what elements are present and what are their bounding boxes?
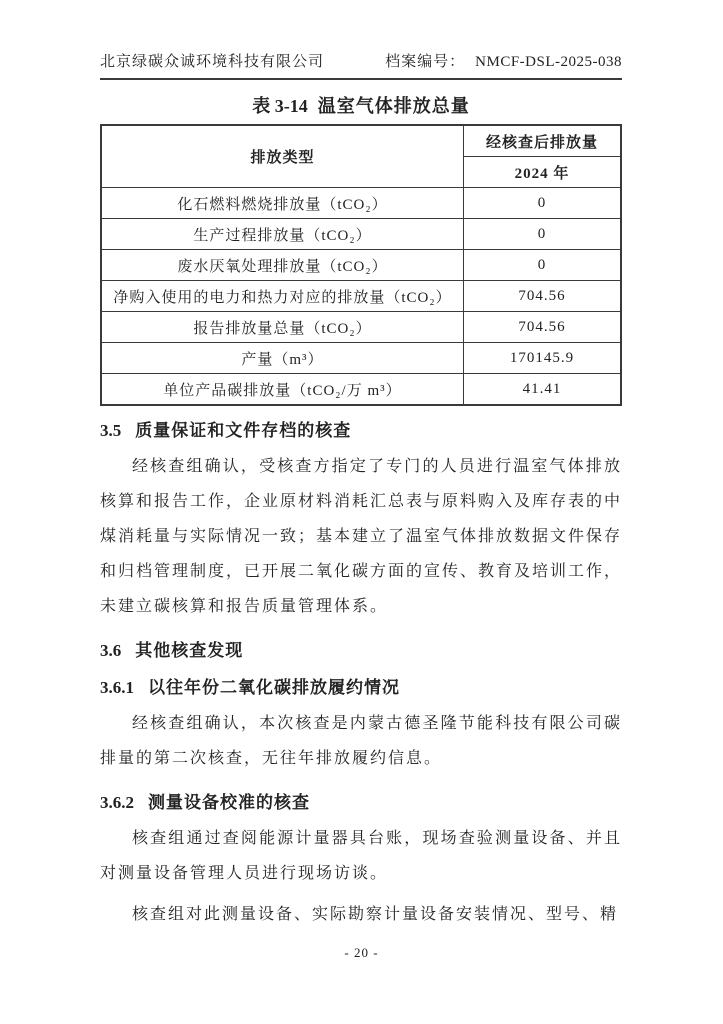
row-value: 0 [463,250,621,281]
table-header-row-1 [101,125,621,157]
col-header-verified-emissions: 经核查后排放量 [463,125,621,157]
col-header-year: 2024 年 [463,157,621,188]
row-value: 41.41 [463,374,621,406]
page-number: - 20 - [344,945,379,960]
table-caption-text: 温室气体排放总量 [317,96,470,116]
row-label: 报告排放量总量（tCO₂） [101,312,463,343]
section-3-6-2-paragraph-2: 核查组对此测量设备、实际勘察计量设备安装情况、型号、精 [132,906,619,923]
section-3-6-1-title: 以往年份二氧化碳排放履约情况 [148,678,400,697]
page-header [100,50,622,80]
archive-number-block [385,50,622,71]
row-label: 化石燃料燃烧排放量（tCO₂） [101,188,463,219]
row-label: 废水厌氧处理排放量（tCO₂） [101,250,463,281]
section-3-6-2-title: 测量设备校准的核查 [148,793,310,812]
row-label: 产量（m³） [101,343,463,374]
table-row [101,343,621,374]
section-3-5-paragraph: 经核查组确认，受核查方指定了专门的人员进行温室气体排放核算和报告工作，企业原材料消耗汇总表与原料购入及库存表的中煤消耗量与实际情况一致；基本建立了温室气体排放数据文件保存和归档管理制度，已开展二氧化碳方面的宣传、教育及培训工作，未建立碳核算和报告质量管理体系。 [100,458,623,615]
row-label: 单位产品碳排放量（tCO₂/万 m³） [101,374,463,406]
row-value: 0 [463,188,621,219]
emissions-table [100,124,622,406]
table-row [101,312,621,343]
section-3-6-heading [100,636,622,661]
col-header-emission-type: 排放类型 [101,125,463,188]
section-3-6-2-heading [100,788,622,813]
table-caption-number: 表 3-14 [252,96,308,116]
row-value: 0 [463,219,621,250]
section-3-6-title: 其他核查发现 [135,641,244,660]
section-3-5-title: 质量保证和文件存档的核查 [135,421,352,440]
row-value: 170145.9 [463,343,621,374]
row-value: 704.56 [463,312,621,343]
row-label: 净购入使用的电力和热力对应的排放量（tCO₂） [101,281,463,312]
table-caption [100,92,622,118]
row-label: 生产过程排放量（tCO₂） [101,219,463,250]
section-3-6-1-paragraph: 经核查组确认，本次核查是内蒙古德圣隆节能科技有限公司碳排量的第二次核查，无往年排放履约信息。 [100,715,622,767]
table-row [101,281,621,312]
section-3-5-number: 3.5 [100,421,122,440]
company-name: 北京绿碳众诚环境科技有限公司 [100,54,325,70]
section-3-5-heading [100,416,622,441]
document-body [100,404,622,938]
section-3-6-number: 3.6 [100,641,122,660]
row-value: 704.56 [463,281,621,312]
table-row [101,188,621,219]
section-3-6-2-paragraph-1: 核查组通过查阅能源计量器具台账，现场查验测量设备、并且对测量设备管理人员进行现场访谈。 [100,830,622,882]
section-3-6-1-heading [100,673,622,698]
section-3-6-1-number: 3.6.1 [100,678,134,697]
archive-number: NMCF-DSL-2025-038 [475,54,622,70]
archive-label: 档案编号： [385,54,466,70]
table-row [101,250,621,281]
section-3-6-2-number: 3.6.2 [100,793,134,812]
table-row [101,219,621,250]
table-row [101,374,621,406]
